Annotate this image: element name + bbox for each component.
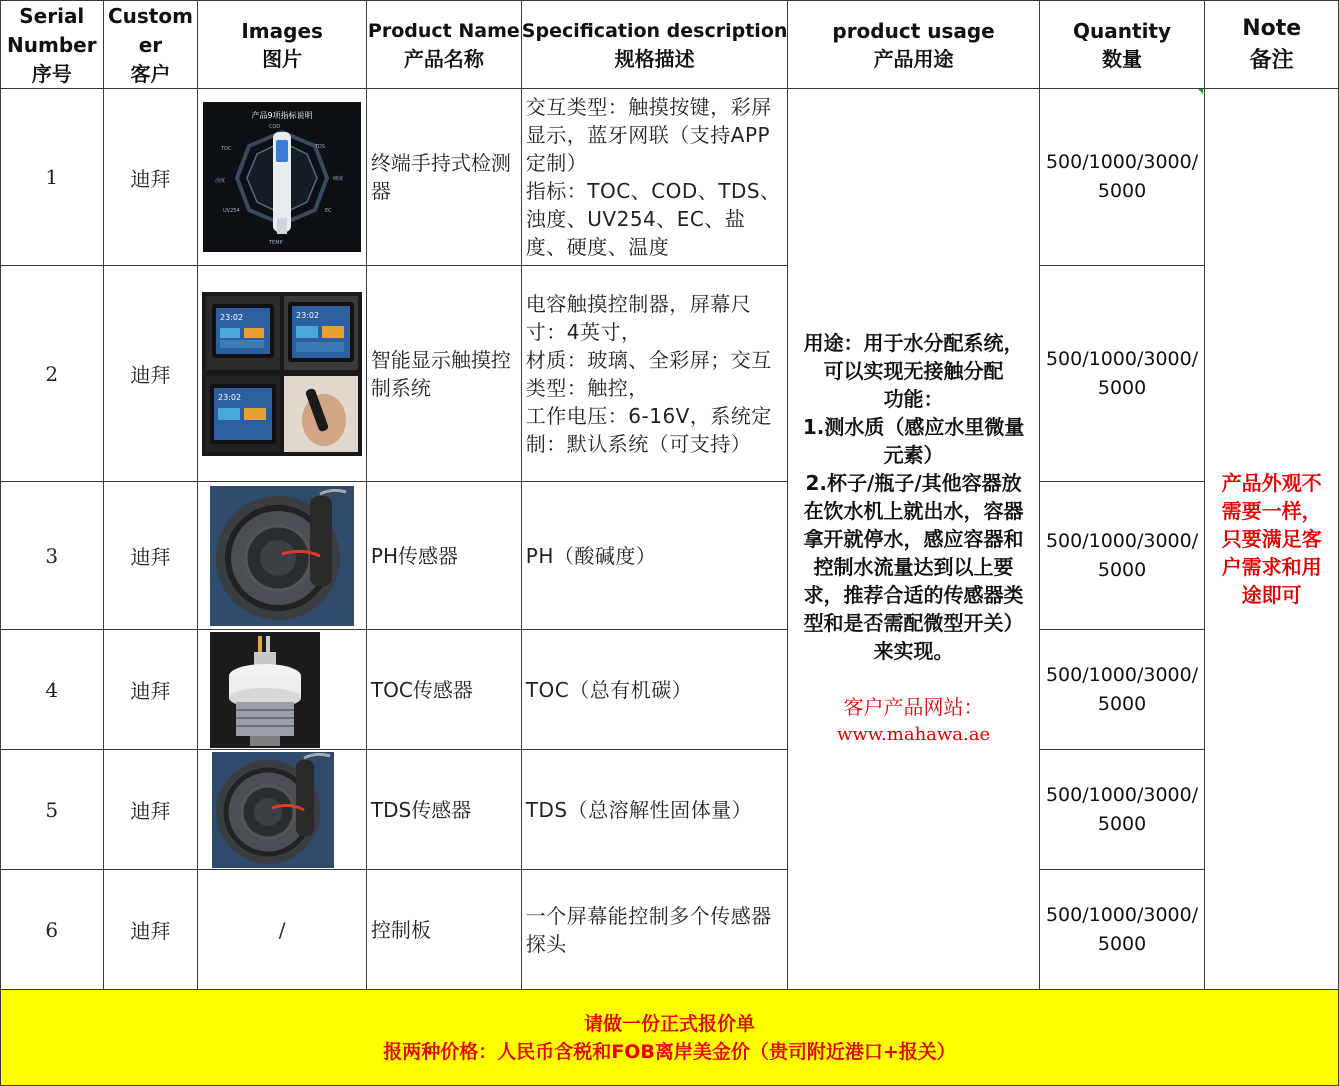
label-temp: TEMP — [269, 240, 283, 246]
header-product — [366, 1, 521, 89]
header-customer-cn: 客户 — [130, 61, 171, 86]
quantity-cell: 500/1000/3000/ 5000 — [1039, 630, 1205, 750]
header-note-en: Note — [1242, 15, 1302, 41]
product-name-cell: TDS传感器 — [366, 750, 521, 870]
footer-row — [1, 990, 1339, 1086]
customer-cell: 迪拜 — [103, 482, 198, 630]
footer-line-1: 请做一份正式报价单 — [583, 1012, 755, 1035]
usage-cell — [788, 89, 1039, 990]
header-row — [1, 1, 1339, 89]
header-product-cn: 产品名称 — [403, 46, 484, 71]
table-row — [1, 266, 1339, 482]
product-image-cell — [198, 630, 367, 750]
quantity-cell: 500/1000/3000/ 5000 — [1039, 482, 1205, 630]
table-row — [1, 89, 1339, 266]
header-quantity — [1039, 1, 1205, 89]
product-image-cell — [198, 266, 367, 482]
serial-cell: 5 — [1, 750, 104, 870]
header-customer-en: Customer — [107, 3, 193, 57]
header-serial — [1, 1, 104, 89]
quantity-cell: 500/1000/3000/ 5000 — [1039, 750, 1205, 870]
table-row — [1, 870, 1339, 990]
header-images-en: Images — [241, 18, 323, 43]
customer-cell: 迪拜 — [103, 630, 198, 750]
label-hardness: 硬度 — [333, 176, 344, 182]
clock-text: 23:02 — [296, 310, 320, 320]
serial-cell: 4 — [1, 630, 104, 750]
table-row — [1, 750, 1339, 870]
label-tds: TDS — [315, 144, 326, 150]
header-usage-en: product usage — [832, 18, 995, 43]
header-quantity-en: Quantity — [1073, 18, 1172, 43]
header-serial-en: Serial Number — [7, 3, 97, 57]
serial-cell: 2 — [1, 266, 104, 482]
product-image-cell — [198, 870, 367, 990]
customer-cell: 迪拜 — [103, 870, 198, 990]
cell-comment-marker — [1198, 89, 1203, 94]
table-row — [1, 482, 1339, 630]
header-images — [198, 1, 367, 89]
toc-sensor-image — [210, 632, 320, 748]
header-spec-cn: 规格描述 — [614, 46, 695, 71]
header-product-en: Product Name — [367, 19, 520, 42]
label-turbidity: 浊度 — [215, 178, 226, 184]
label-cod: COD — [269, 124, 281, 130]
product-name-cell: TOC传感器 — [366, 630, 521, 750]
site-label: 客户产品网站： — [843, 695, 984, 719]
product-name-cell: PH传感器 — [366, 482, 521, 630]
label-toc: TOC — [221, 146, 232, 152]
spec-cell: TOC（总有机碳） — [521, 630, 788, 750]
serial-cell: 6 — [1, 870, 104, 990]
quantity-cell: 500/1000/3000/ 5000 — [1039, 89, 1205, 266]
footer-cell — [1, 990, 1339, 1086]
label-ec: EC — [325, 208, 332, 214]
serial-cell: 1 — [1, 89, 104, 266]
site-url: www.mahawa.ae — [836, 724, 991, 745]
spec-cell: 一个屏幕能控制多个传感器探头 — [521, 870, 788, 990]
handheld-detector-image — [203, 102, 361, 252]
header-serial-cn: 序号 — [31, 61, 72, 86]
product-name-cell: 智能显示触摸控制系统 — [366, 266, 521, 482]
image-placeholder: / — [278, 917, 286, 942]
label-uv254: UV254 — [223, 208, 240, 214]
customer-cell: 迪拜 — [103, 266, 198, 482]
header-spec — [521, 1, 788, 89]
ph-sensor-image — [210, 486, 354, 626]
tds-sensor-image — [212, 752, 334, 868]
note-cell: 产品外观不需要一样，只要满足客户需求和用途即可 — [1205, 89, 1339, 990]
product-name-cell: 终端手持式检测器 — [366, 89, 521, 266]
quantity-cell: 500/1000/3000/ 5000 — [1039, 870, 1205, 990]
touch-controller-image — [202, 292, 362, 456]
header-quantity-cn: 数量 — [1102, 46, 1143, 71]
product-image-cell — [198, 750, 367, 870]
customer-cell: 迪拜 — [103, 89, 198, 266]
spec-cell: 电容触摸控制器，屏幕尺寸：4英寸， 材质：玻璃、全彩屏；交互类型：触控， 工作电压：6-16V，系统定制：默认系统（可支持） — [521, 266, 788, 482]
spec-cell: PH（酸碱度） — [521, 482, 788, 630]
product-image-cell — [198, 89, 367, 266]
header-images-cn: 图片 — [262, 46, 303, 71]
serial-cell: 3 — [1, 482, 104, 630]
product-image-cell — [198, 482, 367, 630]
header-customer — [103, 1, 198, 89]
spec-cell: TDS（总溶解性固体量） — [521, 750, 788, 870]
spec-cell: 交互类型：触摸按键，彩屏显示，蓝牙网联（支持APP定制） 指标：TOC、COD、TDS、浊度、UV254、EC、盐度、硬度、温度 — [521, 89, 788, 266]
clock-text: 23:02 — [218, 392, 242, 402]
header-note-cn: 备注 — [1249, 47, 1294, 73]
header-spec-en: Specification description — [521, 19, 788, 42]
table-row — [1, 630, 1339, 750]
header-note — [1205, 1, 1339, 89]
quantity-cell: 500/1000/3000/ 5000 — [1039, 266, 1205, 482]
product-name-cell: 控制板 — [366, 870, 521, 990]
footer-line-2: 报两种价格：人民币含税和FOB离岸美金价（贵司附近港口+报关） — [383, 1040, 956, 1063]
usage-text: 用途：用于水分配系统，可以实现无接触分配 功能： 1.测水质（感应水里微量元素） 2.杯子/瓶子/其他容器放在饮水机上就出水，容器拿开就停水，感应容器和控制水流量达到以上要求，推荐合适的传感器类型和是否需配微型开关）来实现。 — [802, 331, 1025, 663]
clock-text: 23:02 — [220, 312, 244, 322]
header-usage — [788, 1, 1039, 89]
customer-cell: 迪拜 — [103, 750, 198, 870]
image-title-text: 产品9项指标说明 — [251, 111, 313, 120]
header-usage-cn: 产品用途 — [873, 46, 954, 71]
